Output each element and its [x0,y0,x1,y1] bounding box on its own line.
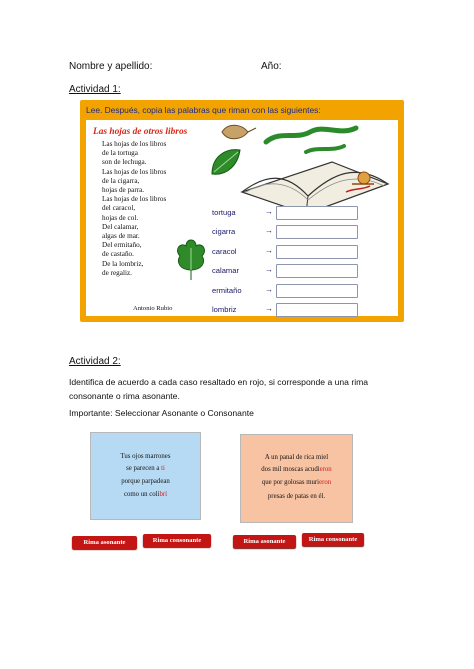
poem-line: Las hojas de los libros [102,140,167,148]
poem-line: de castaño. [102,250,134,259]
activity2-important-note: Importante: Seleccionar Asonante o Consonante [69,408,254,418]
verse-line [241,493,352,500]
card1-rima-consonante-button[interactable]: Rima consonante [143,534,211,547]
verse-line [91,453,200,460]
poem-text [102,140,166,278]
activity2-title: Actividad 2: [69,356,121,367]
poem-line: Del calamar, [102,222,139,231]
poem-line: Las hojas de los libros [102,167,167,176]
poem-line: hojas de col. [102,213,139,222]
verse-text: se parecen a [126,465,162,472]
verse-text: dos mil moscas acudi [261,466,320,473]
arrow-icon: → [265,284,273,294]
answer-box[interactable] [276,264,358,278]
rhyme-highlight: eron [319,479,332,486]
poem-line: son de lechuga. [102,158,147,167]
card1-rima-asonante-button[interactable]: Rima asonante [72,536,137,549]
arrow-icon: → [265,207,273,216]
verse-text: como un coli [123,491,160,498]
fig-leaf-icon [174,236,208,282]
rhyme-highlight: ti [161,465,165,472]
answer-box[interactable] [276,284,358,298]
rhyme-highlight: brí [159,491,168,498]
rhyme-word: tortuga [212,208,236,217]
verse-text: Tus ojos marrones [120,453,171,460]
arrow-icon: → [265,304,273,313]
verse-text: presas de patas en él. [267,493,326,500]
poem-line: algas de mar. [102,232,140,241]
verse-line [241,454,352,461]
verse-line [241,479,352,486]
activity1-instruction: Lee. Después, copia las palabras que riman con las siguientes: [86,105,321,115]
answer-box[interactable] [276,206,358,220]
verse-line [91,491,200,498]
verse-text: porque parpadean [121,478,170,485]
verse-line [91,465,200,472]
poem-line: Las hojas de los libros [102,195,167,204]
poem-line: del caracol, [102,204,136,213]
activity1-title: Actividad 1: [69,84,121,95]
poem-line: de la cigarra, [102,176,140,185]
verse-card-2 [240,434,353,523]
verse-card-1 [90,432,201,520]
poem-author: Antonio Rubio [133,305,173,312]
rhyme-highlight: eron [319,466,332,473]
poem-line: de regaliz. [102,268,132,277]
rhyme-word: lombriz [212,305,237,314]
card2-rima-asonante-button[interactable]: Rima asonante [233,535,296,548]
rhyme-word: cigarra [212,227,236,237]
poem-title: Las hojas de otros libros [93,127,188,137]
answer-box[interactable] [276,245,358,259]
poem-line: Del ermitaño, [102,241,142,250]
card2-rima-consonante-button[interactable]: Rima consonante [302,533,364,546]
verse-line [91,478,200,485]
name-label: Nombre y apellido: [69,61,153,72]
rhyme-word: calamar [212,266,240,276]
poem-line: de la tortuga [102,149,138,158]
rhyme-word: caracol [212,246,237,256]
activity1-panel [80,100,404,322]
poem-line: hojas de parra. [102,186,145,195]
verse-line [241,466,352,473]
rhyme-word: ermitaño [212,285,242,295]
arrow-icon: → [265,265,273,275]
poem-line: De la lombriz, [102,259,144,268]
arrow-icon: → [265,245,273,255]
activity2-description: Identifica de acuerdo a cada caso resaltado en rojo, si corresponde a una rima consonante o rima asonante. [69,377,369,401]
activity1-content [86,120,398,316]
answer-box[interactable] [276,303,358,317]
answer-box[interactable] [276,225,358,239]
arrow-icon: → [265,226,273,236]
year-label: Año: [261,61,282,72]
verse-text: que por golosas muri [261,479,320,486]
verse-text: A un panal de rica miel [264,454,329,461]
